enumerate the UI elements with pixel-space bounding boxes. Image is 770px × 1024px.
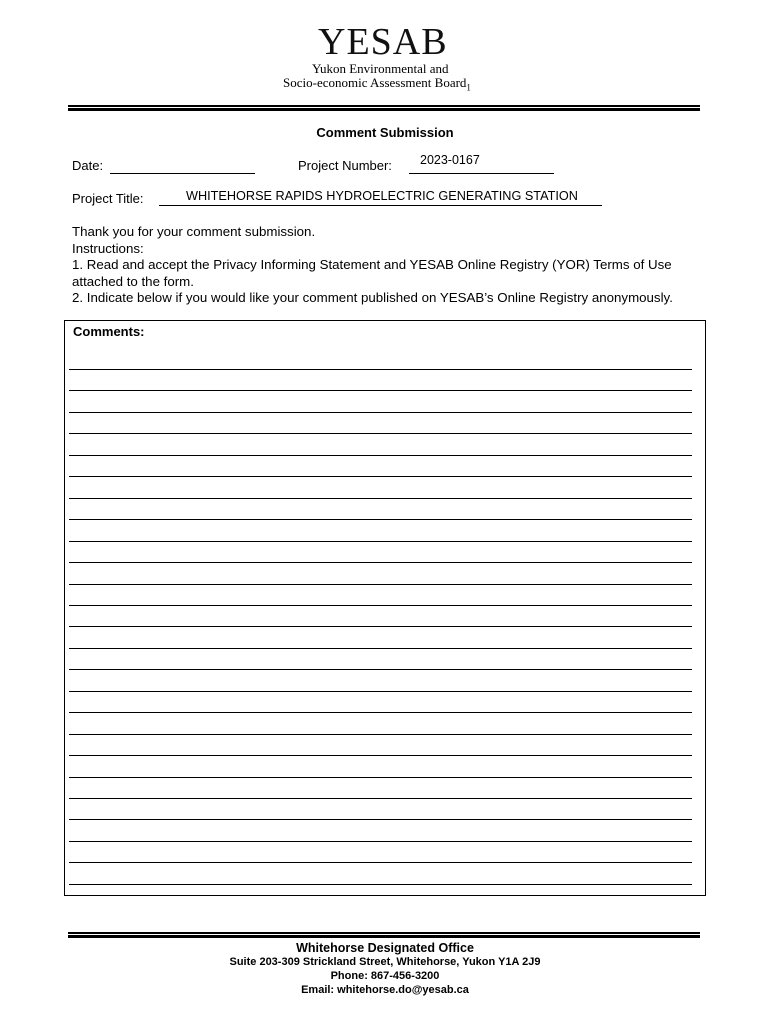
logo-mark: YESAB: [318, 21, 448, 63]
footer-office: Whitehorse Designated Office: [296, 941, 474, 955]
project-title-value: WHITEHORSE RAPIDS HYDROELECTRIC GENERATING STATION: [186, 189, 578, 203]
comment-line[interactable]: [69, 412, 692, 413]
comment-line[interactable]: [69, 369, 692, 370]
comment-line[interactable]: [69, 819, 692, 820]
comment-line[interactable]: [69, 734, 692, 735]
comment-line[interactable]: [69, 519, 692, 520]
comment-line[interactable]: [69, 455, 692, 456]
footer-email[interactable]: Email: whitehorse.do@yesab.ca: [301, 984, 469, 996]
comment-line[interactable]: [69, 562, 692, 563]
instruction-item-2: 2. Indicate below if you would like your comment published on YESAB’s Online Registry anonymously.: [72, 290, 673, 305]
thank-you-text: Thank you for your comment submission.: [72, 224, 316, 239]
logo-org-line-1: Yukon Environmental and: [312, 61, 449, 76]
project-number-field[interactable]: [409, 173, 554, 174]
instruction-item-1: 1. Read and accept the Privacy Informing Statement and YESAB Online Registry (YOR) Terms of Use: [72, 257, 672, 272]
comment-line[interactable]: [69, 541, 692, 542]
footer-divider: [68, 932, 700, 938]
comment-line[interactable]: [69, 669, 692, 670]
comment-line[interactable]: [69, 498, 692, 499]
comment-line[interactable]: [69, 584, 692, 585]
comment-line[interactable]: [69, 476, 692, 477]
comment-line[interactable]: [69, 798, 692, 799]
comment-line[interactable]: [69, 390, 692, 391]
comment-line[interactable]: [69, 648, 692, 649]
date-field[interactable]: [110, 173, 255, 174]
comment-line[interactable]: [69, 691, 692, 692]
comment-line[interactable]: [69, 755, 692, 756]
instructions-block: [72, 224, 712, 307]
comment-line[interactable]: [69, 605, 692, 606]
header-divider: [68, 105, 700, 111]
date-label: Date:: [72, 158, 104, 173]
comment-line[interactable]: [69, 862, 692, 863]
comment-line[interactable]: [69, 712, 692, 713]
project-title-label: Project Title:: [72, 191, 144, 206]
comment-line[interactable]: [69, 433, 692, 434]
project-title-field[interactable]: [159, 205, 602, 206]
logo-org-line-2: Socio-economic Assessment Board$_1$: [283, 75, 471, 93]
footer-address: Suite 203-309 Strickland Street, Whitehorse, Yukon Y1A 2J9: [229, 956, 541, 968]
comment-line[interactable]: [69, 841, 692, 842]
comments-label: Comments:: [73, 324, 145, 339]
comment-line[interactable]: [69, 884, 692, 885]
footer-phone: Phone: 867-456-3200: [330, 970, 440, 982]
form-title: Comment Submission: [316, 125, 454, 140]
instruction-item-1-continued: attached to the form.: [72, 273, 194, 289]
comment-line[interactable]: [69, 777, 692, 778]
comments-box[interactable]: [64, 320, 706, 896]
project-number-label: Project Number:: [298, 158, 392, 173]
instructions-heading: Instructions:: [72, 240, 144, 256]
project-number-value: 2023-0167: [420, 153, 480, 167]
comment-line[interactable]: [69, 626, 692, 627]
